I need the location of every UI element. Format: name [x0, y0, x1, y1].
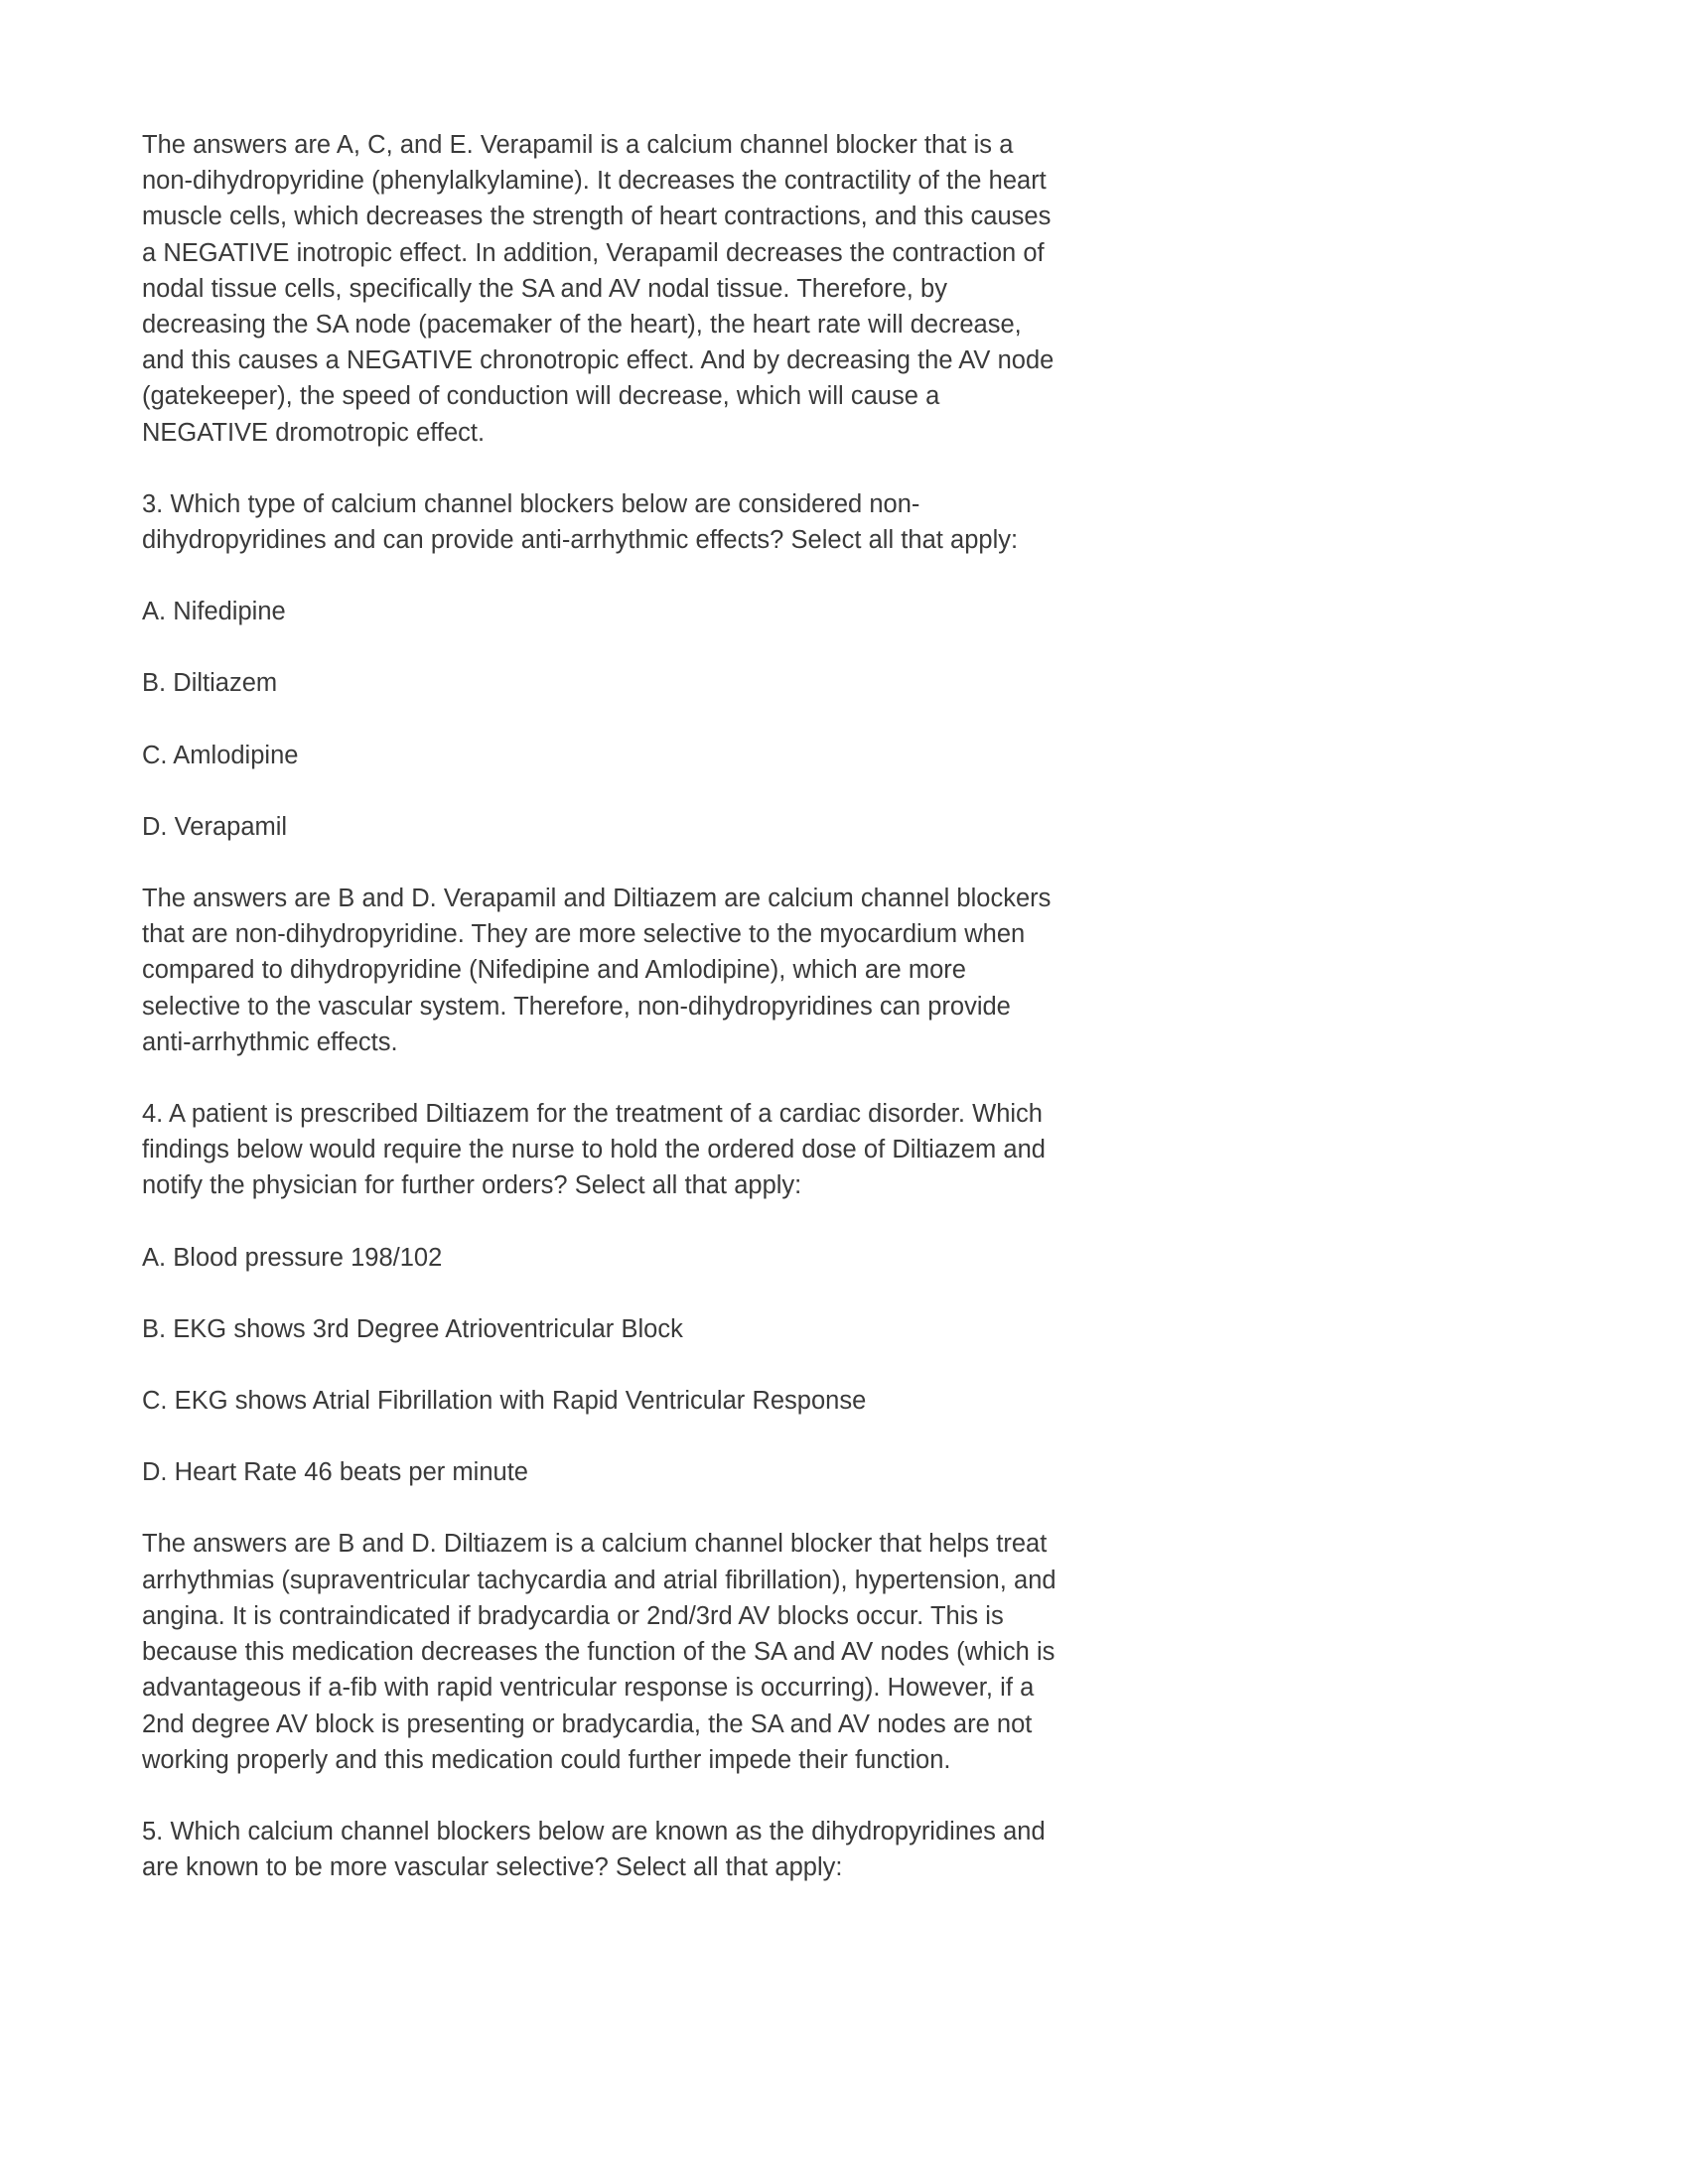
question-4-option-c: C. EKG shows Atrial Fibrillation with Rapid Ventricular Response: [142, 1387, 867, 1416]
question-3-text: 3. Which type of calcium channel blockers below are considered non-dihydropyridines and can provide anti-arrhythmic effects? Select all that apply:: [142, 489, 1019, 555]
question-3-option-d: D. Verapamil: [142, 812, 288, 841]
answer-q2-explanation-paragraph: The answers are A, C, and E. Verapamil is a calcium channel blocker that is a non-dihydropyridine (phenylalkylamine). It decreases the contractility of the heart muscle cells, which decreases the strength of heart contractions, and this causes a NEGATIVE inotropic effect. In addition, Verapamil decreases the contraction of nodal tissue cells, specifically the SA and AV nodal tissue. Therefore, by decreasing the SA node (pacemaker of the heart), the heart rate will decrease, and this causes a NEGATIVE chronotropic effect. And by decreasing the AV node (gatekeeper), the speed of conduction will decrease, which will cause a NEGATIVE dromotropic effect.: [142, 131, 1055, 447]
question-4-option-d: D. Heart Rate 46 beats per minute: [142, 1458, 528, 1487]
question-4-option-b: B. EKG shows 3rd Degree Atrioventricular Block: [142, 1314, 683, 1343]
answer-q3-explanation-paragraph: The answers are B and D. Verapamil and Diltiazem are calcium channel blockers that are non-dihydropyridine. They are more selective to the myocardium when compared to dihydropyridine (Nifedipine and Amlodipine), which are more selective to the vascular system. Therefore, non-dihydropyridines can provide anti-arrhythmic effects.: [142, 885, 1052, 1056]
question-3-option-a: A. Nifedipine: [142, 598, 286, 626]
document-text-column: [142, 127, 1060, 1885]
question-3-option-b: B. Diltiazem: [142, 669, 278, 698]
answer-q4-explanation-paragraph: The answers are B and D. Diltiazem is a calcium channel blocker that helps treat arrhythmias (supraventricular tachycardia and atrial fibrillation), hypertension, and angina. It is contraindicated if bradycardia or 2nd/3rd AV blocks occur. This is because this medication decreases the function of the SA and AV nodes (which is advantageous if a-fib with rapid ventricular response is occurring). However, if a 2nd degree AV block is presenting or bradycardia, the SA and AV nodes are not working properly and this medication could further impede their function.: [142, 1530, 1056, 1774]
question-3-option-c: C. Amlodipine: [142, 741, 299, 769]
question-4-option-a: A. Blood pressure 198/102: [142, 1243, 443, 1272]
question-4-text: 4. A patient is prescribed Diltiazem for the treatment of a cardiac disorder. Which findings below would require the nurse to hold the ordered dose of Diltiazem and notify the physician for further orders? Select all that apply:: [142, 1100, 1046, 1200]
question-5-text: 5. Which calcium channel blockers below are known as the dihydropyridines and are known to be more vascular selective? Select all that apply:: [142, 1817, 1046, 1882]
